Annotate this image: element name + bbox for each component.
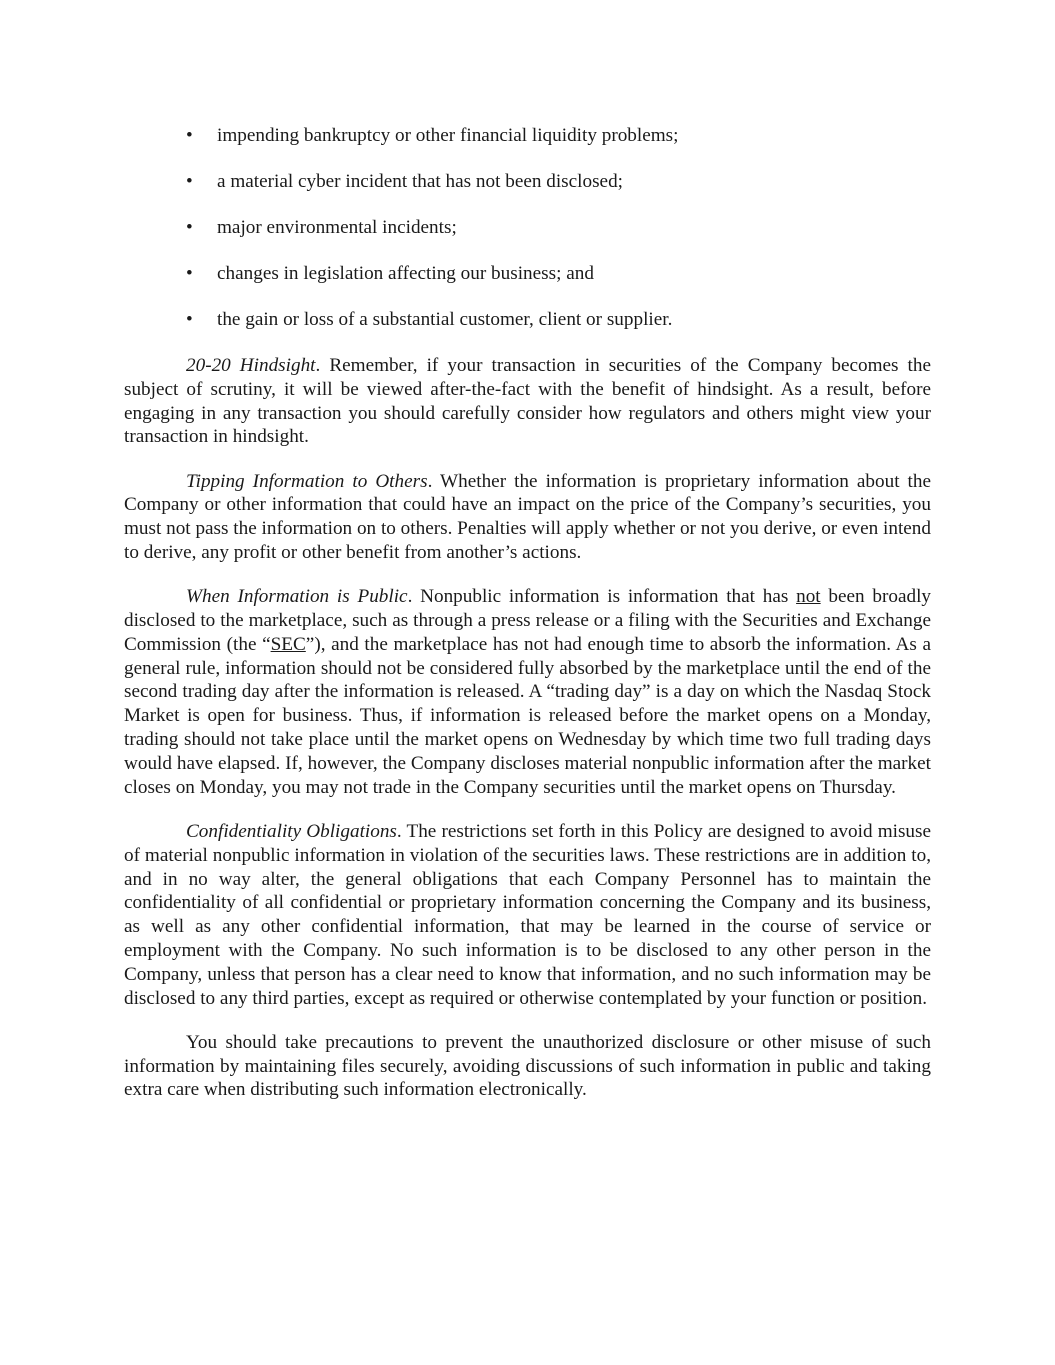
bullet-icon: • (186, 216, 193, 238)
list-item (124, 308, 931, 332)
paragraph-heading: 20-20 Hindsight (186, 354, 316, 376)
list-item (124, 124, 931, 148)
underlined-word-not: not (796, 586, 821, 608)
document-page (124, 124, 931, 1123)
paragraph-public-information (124, 585, 931, 799)
paragraph-text: been broadly disclosed to the marketplace, such as through a press release or a filing with the Securities and Exchange Commission (the “ (124, 586, 931, 655)
paragraph-text: You should take precautions to prevent the unauthorized disclosure or other misuse of such information by maintaining files securely, avoiding discussions of such information in public and taking extra care when distributing such information electronically. (124, 1031, 931, 1101)
paragraph-text: . The restrictions set forth in this Policy are designed to avoid misuse of material nonpublic information in violation of the securities laws. These restrictions are in addition to, and in no way alter, the general obligations that each Company Personnel has to maintain the confidentiality of all confidential or proprietary information concerning the Company and its business, as well as any other confidential information, that may be learned in the course of service or employment with the Company. No such information is to be disclosed to any other person in the Company, unless that person has a clear need to know that information, and no such information may be disclosed to any third parties, except as required or otherwise contemplated by your function or position. (124, 820, 931, 1009)
bullet-icon: • (186, 125, 193, 146)
list-item (124, 170, 931, 194)
paragraph-text: ”), and the marketplace has not had enough time to absorb the information. As a general rule, information should not be considered fully absorbed by the marketplace until the end of the second trading day after the information is released. A “trading day” is a day on which the Nasdaq Stock Market is open for business. Thus, if information is released before the market opens on a Monday, trading should not take place until the market opens on Wednesday by which time two full trading days would have elapsed. If, however, the Company discloses material nonpublic information after the market closes on Monday, you may not trade in the Company securities until the market opens on Thursday. (124, 633, 931, 798)
bullet-icon: • (186, 308, 193, 330)
paragraph-heading: Confidentiality Obligations (186, 820, 397, 842)
list-item-text: changes in legislation affecting our business; and (217, 262, 594, 284)
paragraph-confidentiality (124, 820, 931, 1010)
bullet-list (124, 124, 931, 332)
paragraph-heading: When Information is Public (186, 586, 408, 608)
paragraph-text: . Nonpublic information is information that has (407, 586, 797, 608)
paragraph-heading: Tipping Information to Others (186, 470, 428, 492)
paragraph-precautions (124, 1031, 931, 1102)
list-item-text: major environmental incidents; (217, 216, 457, 238)
paragraph-tipping (124, 470, 931, 565)
paragraph-hindsight (124, 354, 931, 449)
list-item (124, 216, 931, 240)
list-item-text: a material cyber incident that has not been disclosed; (217, 170, 623, 192)
list-item (124, 262, 931, 286)
underlined-term-sec: SEC (270, 633, 306, 655)
paragraph-text: . Whether the information is proprietary information about the Company or other information that could have an impact on the price of the Company’s securities, you must not pass the information on to others. Penalties will apply whether or not you derive, or even intend to derive, any profit or other benefit from another’s actions. (124, 470, 931, 563)
list-item-text: impending bankruptcy or other financial liquidity problems; (217, 125, 679, 146)
bullet-icon: • (186, 170, 193, 192)
list-item-text: the gain or loss of a substantial customer, client or supplier. (217, 308, 673, 330)
paragraph-text: . Remember, if your transaction in securities of the Company becomes the subject of scrutiny, it will be viewed after-the-fact with the benefit of hindsight. As a result, before engaging in any transaction you should carefully consider how regulators and others might view your transaction in hindsight. (124, 354, 931, 448)
bullet-icon: • (186, 262, 193, 284)
